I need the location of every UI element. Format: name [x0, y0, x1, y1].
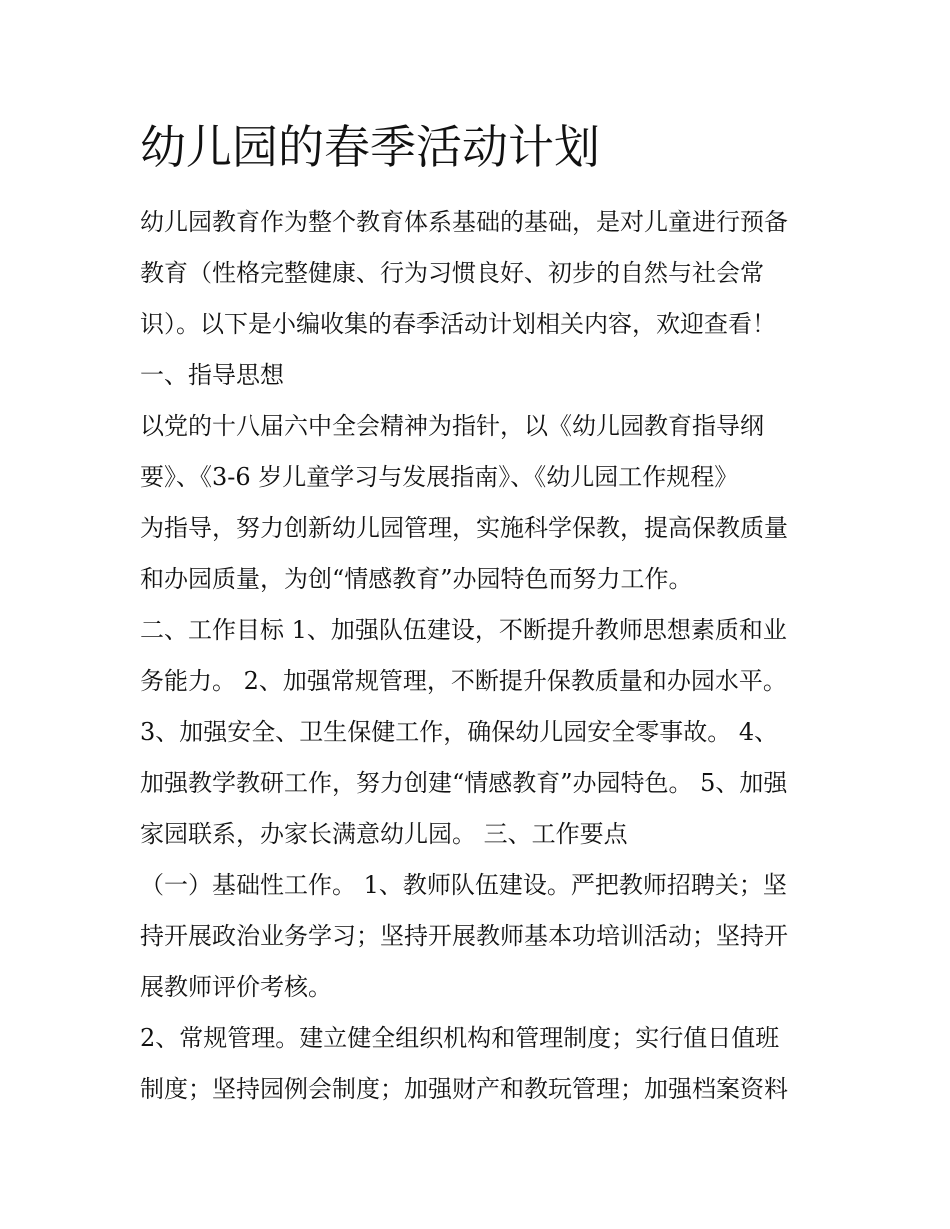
- paragraph-line: 家园联系，办家长满意幼儿园。 三、工作要点: [140, 820, 628, 848]
- paragraph-line: 以党的十八届六中全会精神为指针，以《幼儿园教育指导纲: [140, 412, 764, 440]
- paragraph-line: 要》、《3-6 岁儿童学习与发展指南》、《幼儿园工作规程》: [140, 463, 739, 491]
- section-heading: 一、指导思想: [140, 361, 284, 389]
- paragraph-line: 务能力。 2、加强常规管理，不断提升保教质量和办园水平。: [140, 667, 787, 695]
- paragraph-line: （一）基础性工作。 1、教师队伍建设。严把教师招聘关；坚: [140, 871, 787, 899]
- paragraph-line: 加强教学教研工作，努力创建“情感教育”办园特色。 5、加强: [140, 769, 788, 797]
- paragraph-line: 展教师评价考核。: [140, 973, 332, 1001]
- paragraph-line: 持开展政治业务学习；坚持开展教师基本功培训活动；坚持开: [140, 922, 788, 950]
- paragraph-line: 教育（性格完整健康、行为习惯良好、初步的自然与社会常: [140, 259, 764, 287]
- paragraph-line: 制度；坚持园例会制度；加强财产和教玩管理；加强档案资料: [140, 1075, 788, 1103]
- paragraph-line: 识）。以下是小编收集的春季活动计划相关内容，欢迎查看！: [140, 310, 776, 338]
- paragraph-line: 二、工作目标 1、加强队伍建设，不断提升教师思想素质和业: [140, 616, 787, 644]
- paragraph-line: 2、常规管理。建立健全组织机构和管理制度；实行值日值班: [140, 1024, 780, 1052]
- paragraph-line: 幼儿园教育作为整个教育体系基础的基础，是对儿童进行预备: [140, 208, 788, 236]
- paragraph-line: 为指导，努力创新幼儿园管理，实施科学保教，提高保教质量: [140, 514, 788, 542]
- paragraph-line: 和办园质量，为创“情感教育”办园特色而努力工作。: [140, 565, 693, 593]
- paragraph-line: 3、加强安全、卫生保健工作，确保幼儿园安全零事故。 4、: [140, 718, 779, 746]
- document-title: 幼儿园的春季活动计划: [140, 120, 600, 174]
